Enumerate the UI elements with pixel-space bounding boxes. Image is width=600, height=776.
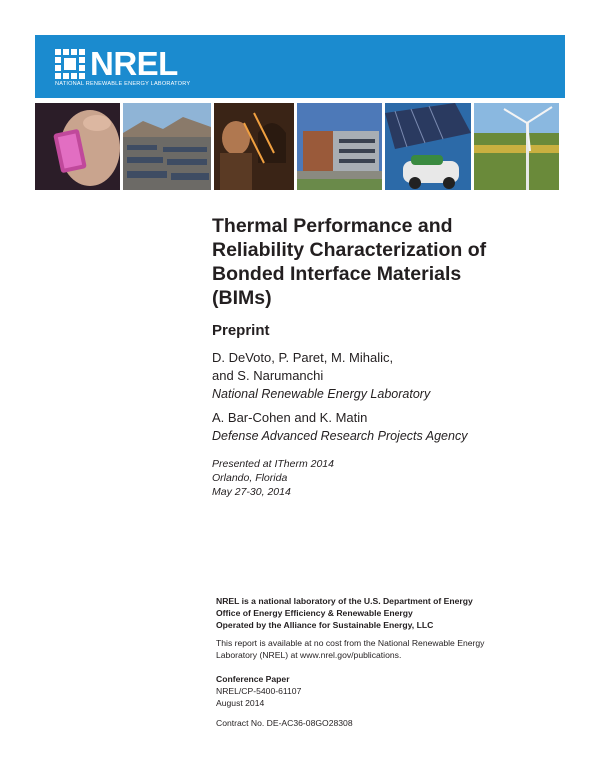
author-line: and S. Narumanchi	[212, 368, 324, 383]
report-footer	[216, 595, 556, 729]
wind-turbine-photo	[474, 103, 559, 190]
building-photo	[297, 103, 382, 190]
presentation-info	[212, 457, 562, 499]
presentation-line: Presented at ITherm 2014	[212, 458, 334, 470]
lab-line: Operated by the Alliance for Sustainable Energy, LLC	[216, 620, 434, 630]
title-block	[212, 214, 562, 499]
nrel-tagline: NATIONAL RENEWABLE ENERGY LABORATORY	[55, 81, 191, 87]
affiliation-2: Defense Advanced Research Projects Agency	[212, 429, 468, 443]
title-line: Bonded Interface Materials	[212, 263, 462, 285]
report-date: August 2014	[216, 698, 265, 708]
researchers-photo	[214, 103, 294, 190]
report-number: NREL/CP-5400-61107	[216, 686, 302, 696]
document-subtitle: Preprint	[212, 322, 270, 339]
availability-statement	[216, 637, 556, 661]
solar-field-photo	[123, 103, 211, 190]
availability-line: Laboratory (NREL) at www.nrel.gov/publications.	[216, 650, 402, 660]
contract-number: Contract No. DE-AC36-08GO28308	[216, 718, 353, 728]
presentation-line: May 27-30, 2014	[212, 486, 291, 498]
authors-group-2: A. Bar-Cohen and K. Matin	[212, 410, 368, 425]
affiliation-1: National Renewable Energy Laboratory	[212, 387, 431, 401]
availability-line: This report is available at no cost from the National Renewable Energy	[216, 638, 485, 648]
lab-statement	[216, 595, 556, 631]
paper-type: Conference Paper	[216, 674, 290, 684]
title-line: (BIMs)	[212, 287, 272, 309]
nrel-wordmark: NREL	[90, 45, 178, 82]
document-title	[212, 214, 562, 310]
author-line: D. DeVoto, P. Paret, M. Mihalic,	[212, 350, 394, 365]
title-line: Thermal Performance and	[212, 215, 453, 237]
solar-cell-sample-photo	[35, 103, 120, 190]
nrel-logo	[55, 47, 235, 91]
nrel-logo-mark-icon	[55, 49, 85, 79]
lab-line: NREL is a national laboratory of the U.S. Department of Energy	[216, 596, 473, 606]
presentation-line: Orlando, Florida	[212, 472, 288, 484]
title-line: Reliability Characterization of	[212, 239, 487, 261]
authors-group-1	[212, 349, 562, 385]
nrel-banner	[35, 35, 565, 98]
solar-panel-car-photo	[385, 103, 471, 190]
lab-line: Office of Energy Efficiency & Renewable Energy	[216, 608, 413, 618]
photo-strip	[35, 103, 565, 190]
